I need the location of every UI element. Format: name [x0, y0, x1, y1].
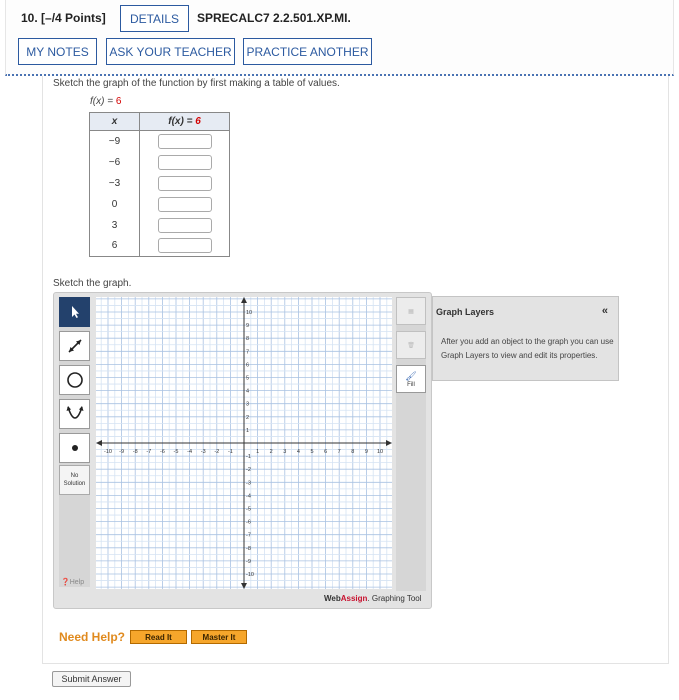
graph-layers-title: Graph Layers — [436, 307, 495, 317]
x-tick-label: 5 — [310, 449, 314, 455]
fx-input[interactable] — [158, 218, 212, 233]
instruction-text: Sketch the graph of the function by first making a table of values. — [53, 78, 340, 89]
fx-input[interactable] — [158, 197, 212, 212]
x-tick-label: 9 — [364, 449, 368, 455]
delete-button — [396, 331, 426, 359]
details-button[interactable]: DETAILS — [120, 5, 189, 32]
x-tick-label: -3 — [200, 449, 206, 455]
y-tick-label: -1 — [246, 454, 251, 461]
y-tick-label: -3 — [246, 480, 251, 487]
x-value: −3 — [90, 173, 140, 194]
collapse-panel-button[interactable]: « — [601, 305, 608, 317]
fx-input[interactable] — [158, 176, 212, 191]
read-it-button[interactable]: Read It — [130, 630, 187, 644]
point-tool-button[interactable] — [59, 433, 90, 463]
x-tick-label: 1 — [256, 449, 260, 455]
y-tick-label: 6 — [246, 362, 250, 369]
submit-answer-button[interactable]: Submit Answer — [52, 671, 131, 687]
object-toolbar — [396, 297, 426, 591]
point-icon — [70, 443, 80, 453]
help-link[interactable]: ❓Help — [61, 579, 85, 586]
y-tick-label: -7 — [246, 532, 251, 539]
values-table — [89, 112, 230, 257]
fill-button[interactable]: 🖌 Fill — [396, 365, 426, 393]
column-header-fx: f(x) = 6 — [140, 113, 230, 131]
x-axis-arrow — [386, 440, 392, 446]
y-tick-label: -6 — [246, 519, 251, 526]
x-value: −6 — [90, 152, 140, 173]
x-tick-label: 3 — [283, 449, 287, 455]
x-tick-label: -4 — [187, 449, 193, 455]
clear-icon: ▦ — [408, 308, 414, 315]
y-tick-label: -9 — [246, 558, 251, 565]
table-row — [90, 173, 230, 194]
sketch-label: Sketch the graph. — [53, 278, 132, 289]
table-row — [90, 131, 230, 152]
y-axis-arrow — [241, 583, 247, 589]
x-value: −9 — [90, 131, 140, 152]
master-it-button[interactable]: Master It — [191, 630, 247, 644]
x-tick-label: -2 — [214, 449, 220, 455]
need-help-label: Need Help? — [59, 630, 126, 644]
x-value: 3 — [90, 215, 140, 236]
x-tick-label: -1 — [227, 449, 233, 455]
column-header-x: x — [90, 113, 140, 131]
fx-input[interactable] — [158, 238, 212, 253]
y-tick-label: 4 — [246, 388, 250, 395]
x-axis-arrow — [96, 440, 102, 446]
table-row — [90, 194, 230, 215]
y-tick-label: -2 — [246, 467, 251, 474]
ask-teacher-button[interactable]: ASK YOUR TEACHER — [106, 38, 235, 65]
my-notes-button[interactable]: MY NOTES — [18, 38, 97, 65]
x-value: 6 — [90, 236, 140, 257]
y-tick-label: 10 — [246, 310, 253, 316]
y-tick-label: -8 — [246, 545, 251, 552]
fill-icon: 🖌 — [405, 370, 417, 381]
x-tick-label: 8 — [351, 449, 355, 455]
y-tick-label: 9 — [246, 323, 250, 330]
no-solution-button[interactable]: No Solution — [59, 465, 90, 495]
y-tick-label: 8 — [246, 336, 250, 343]
table-row — [90, 215, 230, 236]
y-axis-arrow — [241, 297, 247, 303]
table-row — [90, 152, 230, 173]
x-tick-label: 4 — [296, 449, 300, 455]
graph-layers-text: After you add an object to the graph you can use Graph Layers to view and edit its properties. — [441, 337, 614, 360]
y-tick-label: 3 — [246, 401, 250, 408]
parabola-tool-button[interactable] — [59, 399, 90, 429]
question-number: 10. [–/4 Points] — [21, 11, 106, 25]
graph-layers-panel — [432, 296, 619, 381]
y-tick-label: 7 — [246, 349, 250, 356]
x-tick-label: -8 — [132, 449, 138, 455]
coordinate-grid[interactable] — [96, 297, 392, 589]
x-tick-label: 2 — [269, 449, 273, 455]
webassign-brand: WebAssign. Graphing Tool — [324, 594, 422, 603]
x-tick-label: -9 — [119, 449, 125, 455]
graph-canvas[interactable] — [96, 297, 392, 589]
y-tick-label: 5 — [246, 375, 250, 382]
table-row — [90, 236, 230, 257]
x-tick-label: 10 — [376, 449, 384, 455]
trash-icon: 🗑 — [407, 342, 415, 349]
y-tick-label: 2 — [246, 414, 250, 421]
x-tick-label: 6 — [324, 449, 328, 455]
y-tick-label: -4 — [246, 493, 251, 500]
x-tick-label: 7 — [337, 449, 341, 455]
pointer-tool-button[interactable] — [59, 297, 90, 327]
tool-palette — [59, 297, 90, 587]
x-tick-label: -6 — [159, 449, 165, 455]
fx-input[interactable] — [158, 134, 212, 149]
help-icon: ❓ — [61, 579, 70, 586]
fx-input[interactable] — [158, 155, 212, 170]
parabola-icon — [64, 403, 86, 425]
circle-icon — [65, 370, 85, 390]
graphing-tool — [53, 292, 432, 609]
x-tick-label: -5 — [173, 449, 179, 455]
line-icon — [64, 335, 86, 357]
pointer-icon — [69, 305, 81, 319]
function-label: f(x) = 6 — [90, 96, 122, 107]
question-code: SPRECALC7 2.2.501.XP.MI. — [197, 11, 351, 25]
circle-tool-button[interactable] — [59, 365, 90, 395]
y-tick-label: -10 — [246, 572, 254, 578]
y-tick-label: -5 — [246, 506, 251, 513]
x-tick-label: -10 — [104, 449, 112, 455]
line-tool-button[interactable] — [59, 331, 90, 361]
y-tick-label: 1 — [246, 427, 250, 434]
practice-another-button[interactable]: PRACTICE ANOTHER — [243, 38, 372, 65]
clear-button — [396, 297, 426, 325]
x-tick-label: -7 — [146, 449, 152, 455]
x-value: 0 — [90, 194, 140, 215]
